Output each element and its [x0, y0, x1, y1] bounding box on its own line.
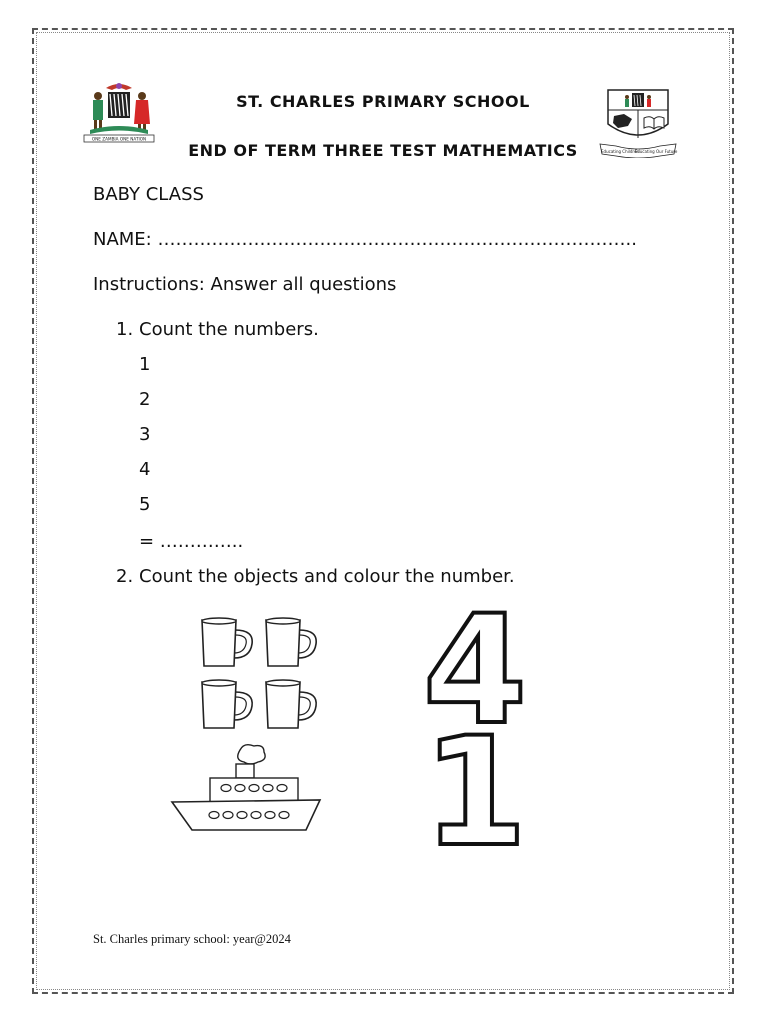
numeral-one: 1 [422, 706, 528, 852]
school-name: ST. CHARLES PRIMARY SCHOOL [236, 92, 530, 111]
ship-icon [170, 742, 322, 834]
count-item-4: 4 [139, 459, 151, 480]
answer-line: = ………….. [139, 531, 244, 552]
name-line: NAME: …………………………………………………………………….. [93, 229, 637, 250]
badge-motto-left: Educating Children [601, 149, 639, 154]
coat-of-arms-emblem [76, 78, 162, 146]
question-2-text: Count the objects and colour the number. [139, 566, 515, 587]
footer-text: St. Charles primary school: year@2024 [93, 932, 291, 946]
cup-icon [202, 618, 252, 666]
count-item-5: 5 [139, 494, 151, 515]
outline-numerals [410, 602, 540, 852]
count-item-2: 2 [139, 389, 151, 410]
emblem-motto: ONE ZAMBIA ONE NATION [91, 136, 147, 142]
cup-icon [266, 680, 316, 728]
count-item-3: 3 [139, 424, 151, 445]
badge-motto-right: Educating Our Future [634, 149, 678, 154]
question-1-text: Count the numbers. [139, 319, 319, 340]
count-item-1: 1 [139, 354, 151, 375]
numeral-four: 4 [422, 602, 528, 758]
cup-icon [202, 680, 252, 728]
question-1-number: 1. [116, 319, 134, 340]
question-2-number: 2. [116, 566, 134, 587]
cups-group [196, 614, 326, 732]
page-border [32, 28, 734, 994]
class-line: BABY CLASS [93, 184, 204, 205]
test-title: END OF TERM THREE TEST MATHEMATICS [188, 141, 578, 160]
instructions: Instructions: Answer all questions [93, 274, 397, 295]
cup-icon [266, 618, 316, 666]
